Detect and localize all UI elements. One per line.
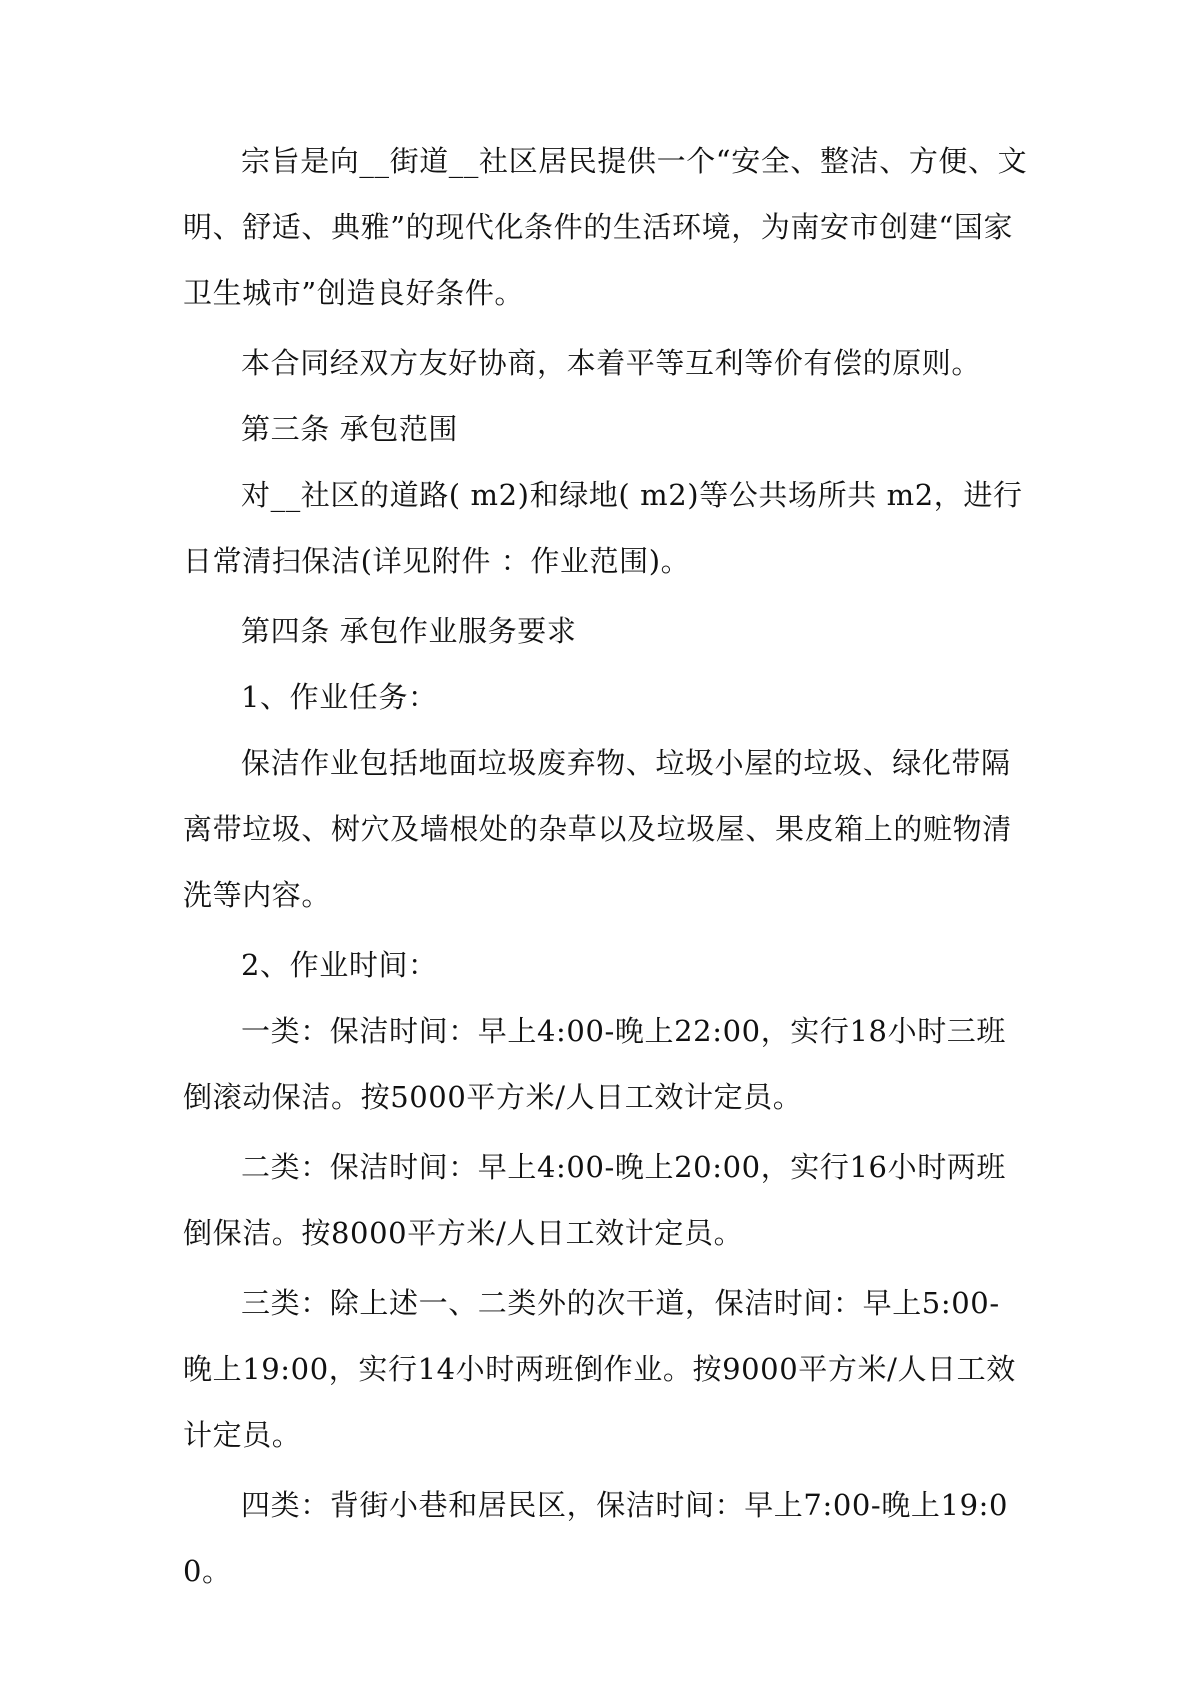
paragraph-principle: 本合同经双方友好协商，本着平等互利等价有偿的原则。 (241, 346, 982, 380)
heading-article-3: 第三条 承包范围 (241, 412, 459, 446)
paragraph-task-detail: 保洁作业包括地面垃圾废弃物、垃圾小屋的垃圾、绿化带隔离带垃圾、树穴及墙根处的杂草以及垃圾屋、果皮箱上的赃物清洗等内容。 (183, 746, 1012, 912)
paragraph-class-2: 二类：保洁时间：早上4:00-晚上20:00，实行16小时两班倒保洁。按8000平方米/人日工效计定员。 (183, 1150, 1006, 1250)
paragraph-class-4: 四类：背街小巷和居民区，保洁时间：早上7:00-晚上19:00。 (183, 1488, 1009, 1588)
paragraph-class-1: 一类：保洁时间：早上4:00-晚上22:00，实行18小时三班倒滚动保洁。按5000平方米/人日工效计定员。 (183, 1014, 1006, 1114)
heading-task: 1、作业任务： (241, 680, 438, 714)
paragraph-class-3: 三类：除上述一、二类外的次干道，保洁时间：早上5:00-晚上19:00，实行14小时两班倒作业。按9000平方米/人日工效计定员。 (183, 1286, 1016, 1452)
document-body (183, 128, 1028, 1604)
paragraph-scope: 对__社区的道路( m2)和绿地( m2)等公共场所共 m2，进行日常清扫保洁(详见附件 ：作业范围)。 (183, 478, 1023, 578)
heading-time: 2、作业时间： (241, 948, 438, 982)
paragraph-purpose: 宗旨是向__街道__社区居民提供一个“安全、整洁、方便、文明、舒适、典雅”的现代化条件的生活环境，为南安市创建“国家卫生城市”创造良好条件。 (183, 144, 1028, 310)
heading-article-4: 第四条 承包作业服务要求 (241, 614, 577, 648)
